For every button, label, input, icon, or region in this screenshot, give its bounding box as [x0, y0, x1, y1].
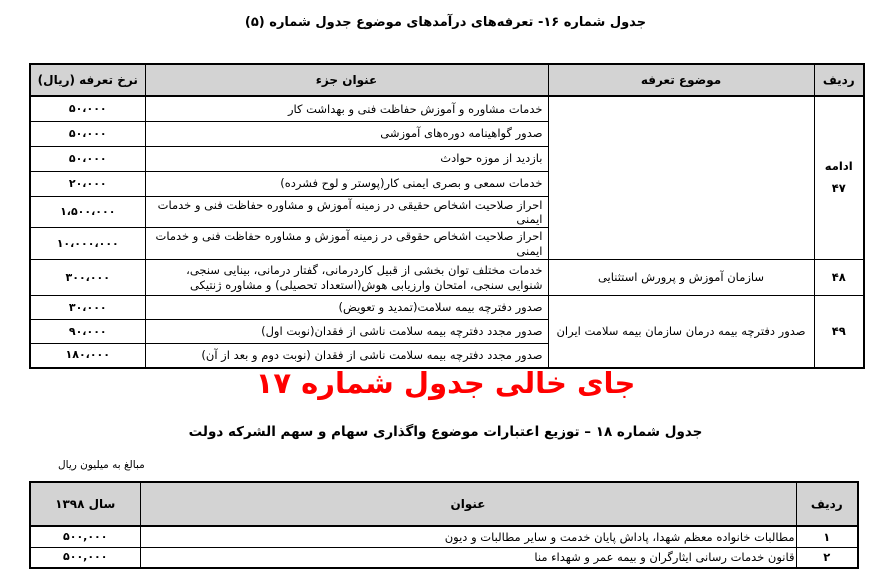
item-title-cell: احراز صلاحیت اشخاص حقوقی در زمینه آموزش و مشاوره حفاظت فنی و خدمات ایمنی	[145, 228, 548, 260]
rate-cell: ۹۰،۰۰۰	[30, 320, 145, 344]
table-row	[30, 526, 858, 547]
table-row	[30, 296, 864, 320]
rate-cell: ۵۰،۰۰۰	[30, 146, 145, 171]
row-number-cell: ۲	[796, 547, 858, 568]
table18-header-year: سال ۱۳۹۸	[30, 482, 140, 526]
amounts-unit-note: مبالغ به میلیون ریال	[58, 459, 145, 471]
item-title-cell: خدمات مختلف توان بخشی از قبیل کاردرمانی، گفتار درمانی، بینایی سنجی، شنوایی سنجی، امتحان وارزیابی هوش(استعداد تحصیلی) و مشاوره ژنتیکی	[145, 260, 548, 296]
item-title-cell: صدور مجدد دفترچه بیمه سلامت ناشی از فقدان (نوبت دوم و بعد از آن)	[145, 344, 548, 368]
subject-cell: سازمان آموزش و پرورش استثنایی	[548, 260, 814, 296]
row-number-cell: ۴۹	[814, 296, 864, 368]
table18-credit-distribution	[29, 481, 859, 569]
row-number-cell	[814, 96, 864, 260]
rate-cell: ۳۰۰،۰۰۰	[30, 260, 145, 296]
table16-header-subject: موضوع تعرفه	[548, 64, 814, 96]
item-title-cell: صدور مجدد دفترچه بیمه سلامت ناشی از فقدان(نوبت اول)	[145, 320, 548, 344]
row-number-cell: ۱	[796, 526, 858, 547]
item-title-cell: بازدید از موزه حوادث	[145, 146, 548, 171]
table18-header-radif: ردیف	[796, 482, 858, 526]
table17-placeholder-text: جای خالی جدول شماره ۱۷	[255, 366, 636, 400]
rate-cell: ۱۸۰،۰۰۰	[30, 344, 145, 368]
rate-cell: ۵۰،۰۰۰	[30, 121, 145, 146]
row-number-cell: ۴۸	[814, 260, 864, 296]
item-title-cell: صدور دفترچه بیمه سلامت(تمدید و تعویض)	[145, 296, 548, 320]
table16-header-radif: ردیف	[814, 64, 864, 96]
table16-header-item: عنوان جزء	[145, 64, 548, 96]
table16-title: جدول شماره ۱۶- تعرفه‌های درآمدهای موضوع جدول شماره (۵)	[244, 15, 647, 30]
table-row	[30, 260, 864, 296]
table18-header-title: عنوان	[140, 482, 796, 526]
row-number: ۴۷	[831, 181, 846, 195]
year-value-cell: ۵۰۰,۰۰۰	[30, 547, 140, 568]
row-title-cell: مطالبات خانواده معظم شهدا، پاداش پایان خدمت و سایر مطالبات و دیون	[140, 526, 796, 547]
table18-header-row	[30, 482, 858, 526]
rate-cell: ۵۰،۰۰۰	[30, 96, 145, 121]
table18-title: جدول شماره ۱۸ – توزیع اعتبارات موضوع واگذاری سهام و سهم الشرکه دولت	[188, 424, 703, 440]
subject-cell	[548, 96, 814, 260]
table16-header-rate: نرخ تعرفه (ریال)	[30, 64, 145, 96]
item-title-cell: خدمات سمعی و بصری ایمنی کار(پوستر و لوح فشرده)	[145, 171, 548, 196]
table-row	[30, 547, 858, 568]
rate-cell: ۱،۵۰۰،۰۰۰	[30, 196, 145, 228]
table16-header-row	[30, 64, 864, 96]
item-title-cell: صدور گواهینامه دوره‌های آموزشی	[145, 121, 548, 146]
item-title-cell: خدمات مشاوره و آموزش حفاظت فنی و بهداشت کار	[145, 96, 548, 121]
item-title-cell: احراز صلاحیت اشخاص حقیقی در زمینه آموزش و مشاوره حفاظت فنی و خدمات ایمنی	[145, 196, 548, 228]
row-continuation-label: ادامه	[824, 159, 853, 174]
subject-cell: صدور دفترچه بیمه درمان سازمان بیمه سلامت ایران	[548, 296, 814, 368]
rate-cell: ۳۰،۰۰۰	[30, 296, 145, 320]
rate-cell: ۱۰،۰۰۰،۰۰۰	[30, 228, 145, 260]
table-row	[30, 96, 864, 121]
table16-tariffs	[29, 63, 865, 369]
rate-cell: ۲۰،۰۰۰	[30, 171, 145, 196]
row-title-cell: قانون خدمات رسانی ایثارگران و بیمه عمر و شهداء منا	[140, 547, 796, 568]
year-value-cell: ۵۰۰,۰۰۰	[30, 526, 140, 547]
